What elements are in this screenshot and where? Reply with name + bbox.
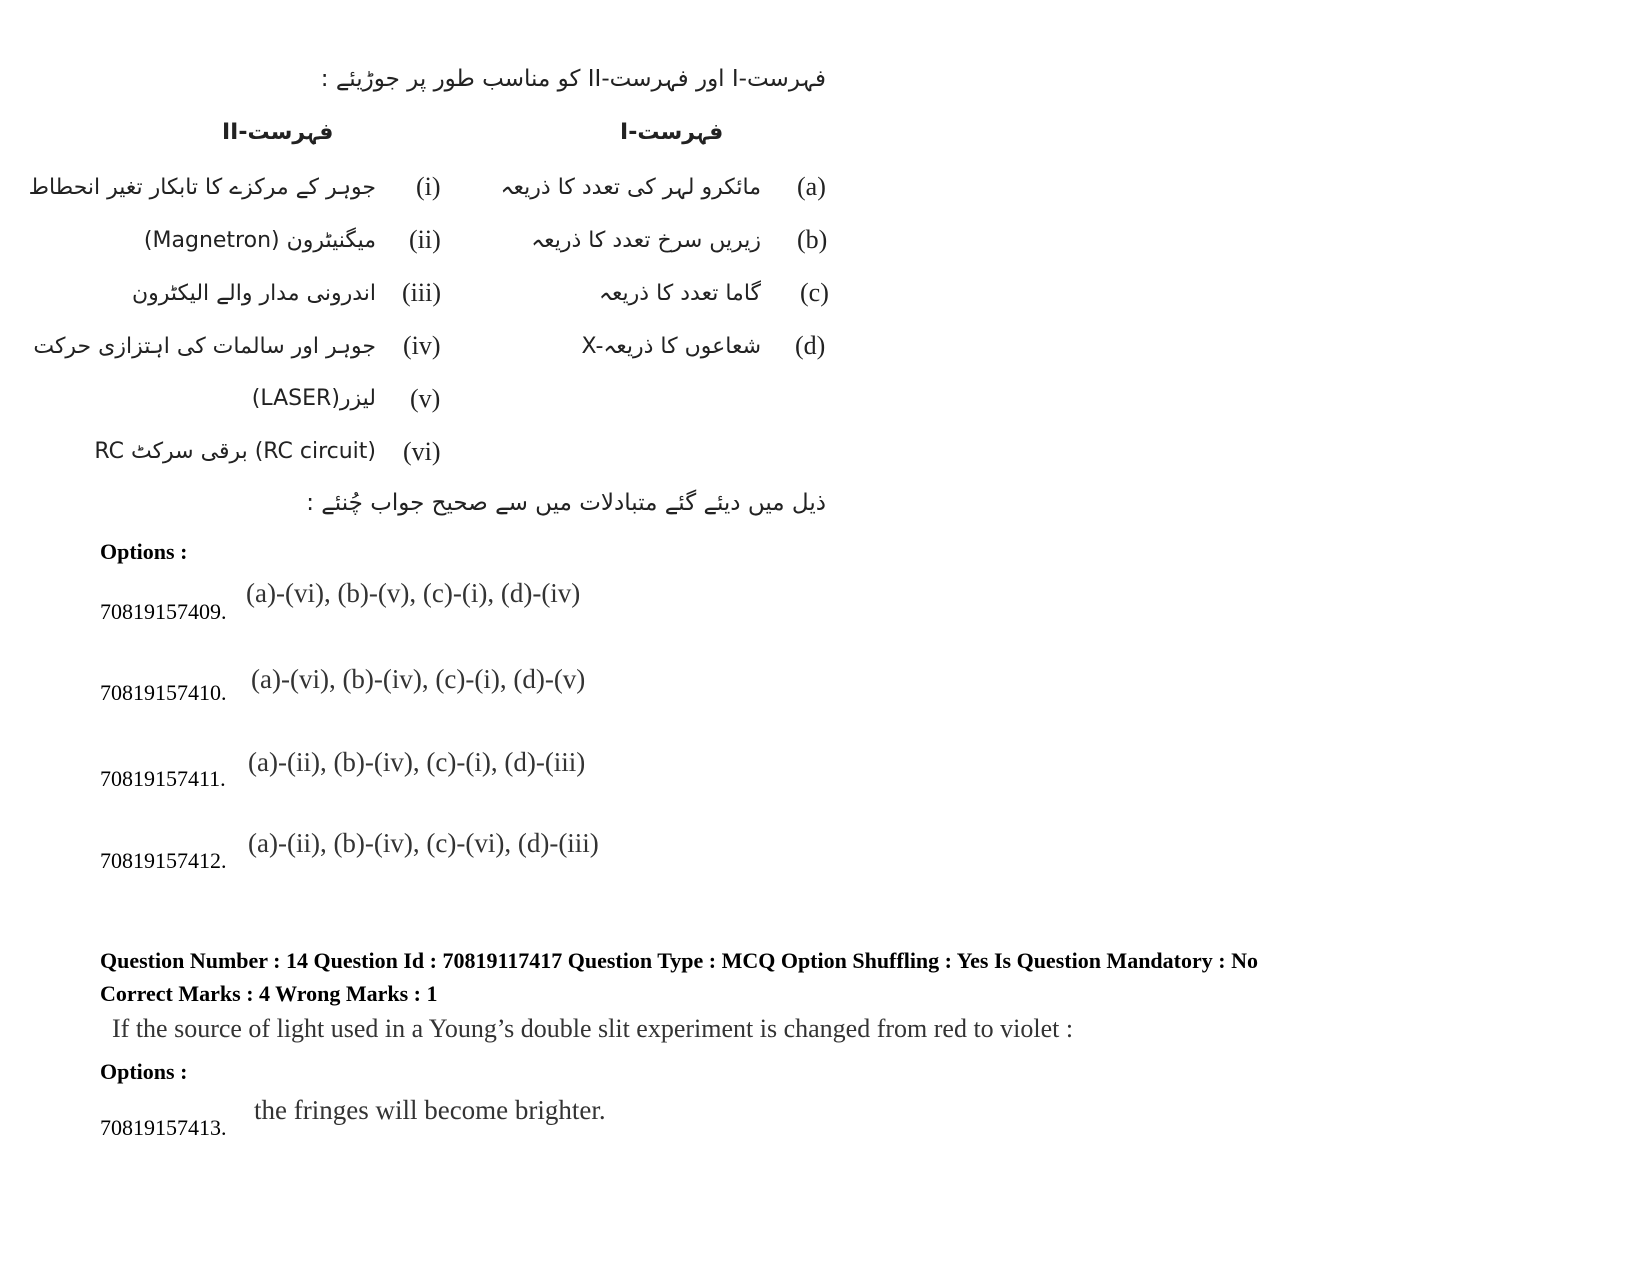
list1-label: (b) <box>797 225 828 254</box>
list2-item: میگنیٹرون (Magnetron) <box>143 228 376 253</box>
list2-item: جوہر کے مرکزے کا تابکار تغیر انحطاط <box>28 175 376 200</box>
list2-item: جوہر اور سالمات کی اہتزازی حرکت <box>33 334 376 359</box>
match-instruction: فہرست-I اور فہرست-II کو مناسب طور پر جوڑیئے : <box>320 66 826 92</box>
question-meta: Question Number : 14 Question Id : 70819117417 Question Type : MCQ Option Shuffling : Yes Is Question Mandatory : No <box>100 948 1258 973</box>
list2-item: اندرونی مدار والے الیکٹرون <box>131 281 376 306</box>
list2-label: (iv) <box>403 331 441 360</box>
list1-item: مائکرو لہر کی تعدد کا ذریعہ <box>500 175 761 200</box>
list2-item: لیزر(LASER) <box>251 386 376 411</box>
list1-header: فہرست-I <box>620 120 724 145</box>
list2-label: (v) <box>410 384 441 413</box>
list1-label: (d) <box>795 331 826 360</box>
option-text: (a)-(ii), (b)-(iv), (c)-(vi), (d)-(iii) <box>248 828 599 858</box>
option-text: (a)-(vi), (b)-(v), (c)-(i), (d)-(iv) <box>246 578 581 608</box>
list1-item: گاما تعدد کا ذریعہ <box>599 281 761 306</box>
options-heading: Options : <box>100 1059 188 1084</box>
question-marks: Correct Marks : 4 Wrong Marks : 1 <box>100 981 438 1006</box>
list1-label: (c) <box>800 278 829 307</box>
list2-label: (ii) <box>409 225 441 254</box>
question-text: If the source of light used in a Young’s double slit experiment is changed from red to violet : <box>112 1014 1074 1043</box>
options-heading: Options : <box>100 539 188 564</box>
list2-label: (vi) <box>403 437 441 466</box>
option-text: the fringes will become brighter. <box>254 1095 606 1125</box>
option-text: (a)-(ii), (b)-(iv), (c)-(i), (d)-(iii) <box>248 747 586 777</box>
list2-header: فہرست-II <box>222 120 334 145</box>
option-id: 70819157412. <box>100 848 227 873</box>
list2-label: (i) <box>416 172 441 201</box>
option-text: (a)-(vi), (b)-(iv), (c)-(i), (d)-(v) <box>251 664 586 694</box>
option-id: 70819157409. <box>100 599 227 624</box>
list2-label: (iii) <box>402 278 441 307</box>
list1-item: زیریں سرخ تعدد کا ذریعہ <box>531 228 761 253</box>
list1-item: X-شعاعوں کا ذریعہ <box>581 334 761 359</box>
option-id: 70819157411. <box>100 766 226 791</box>
choose-instruction: ذیل میں دیئے گئے متبادلات میں سے صحیح جواب چُنئے : <box>306 490 826 516</box>
option-id: 70819157410. <box>100 680 227 705</box>
option-id: 70819157413. <box>100 1115 227 1140</box>
list2-item: RC برقی سرکٹ (RC circuit) <box>94 439 376 464</box>
list1-label: (a) <box>797 172 826 201</box>
